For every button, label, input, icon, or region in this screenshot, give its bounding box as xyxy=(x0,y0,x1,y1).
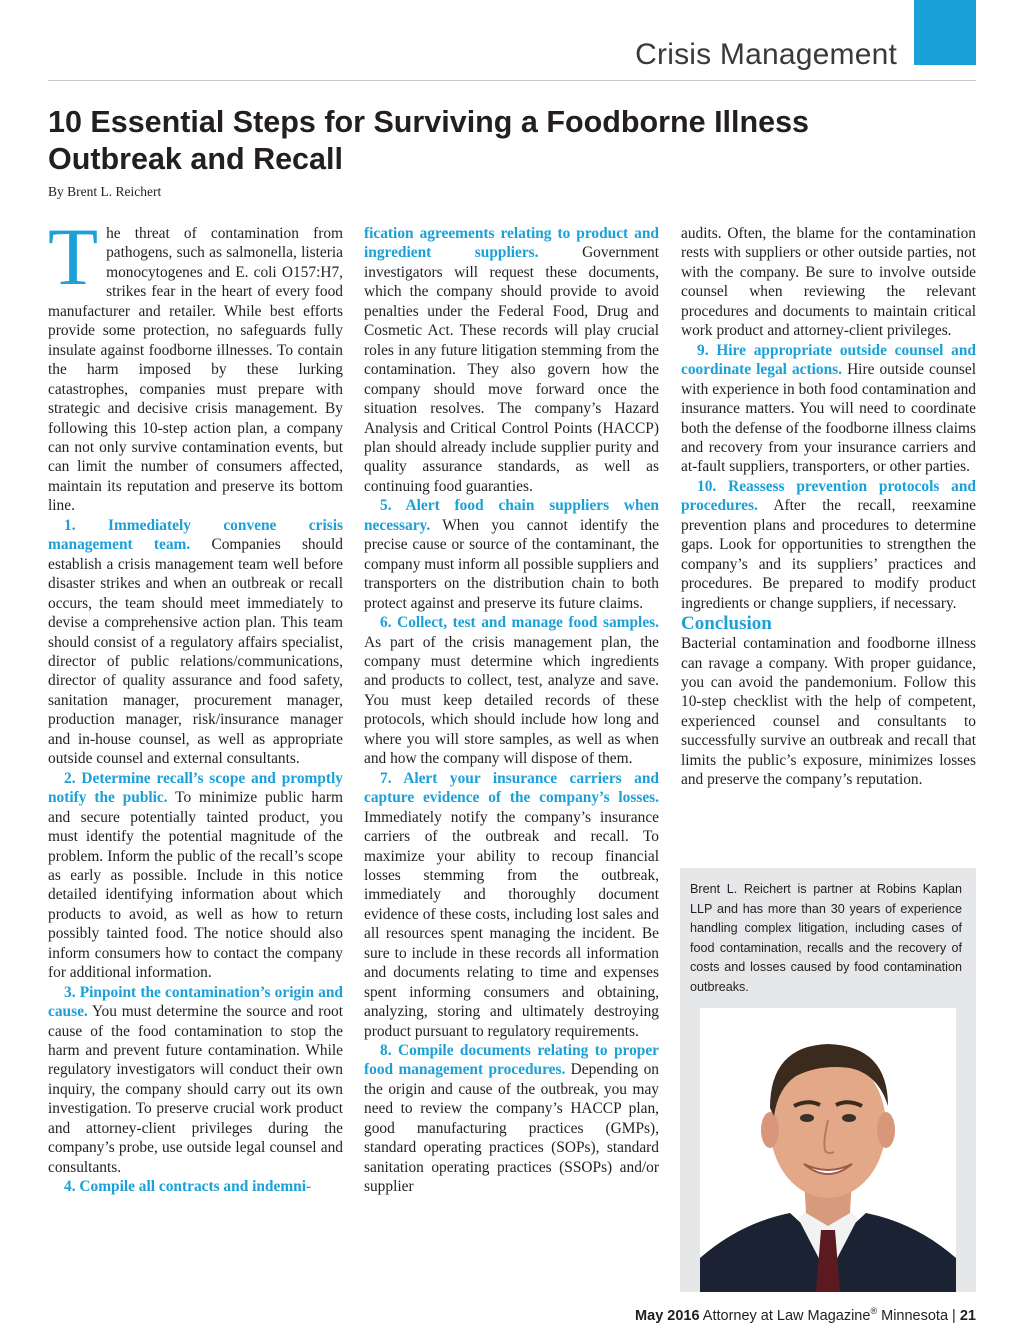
step-9 xyxy=(681,341,976,477)
page-number: 21 xyxy=(959,1307,976,1324)
step-5-text: When you cannot identify the precise cause or source of the contaminant, the company must inform all possible suppliers and transporters on the distribution chain to both protect against and preserve its future claims. xyxy=(364,516,659,612)
accent-box xyxy=(914,0,976,65)
drop-cap: T xyxy=(48,211,99,302)
conclusion-text: Bacterial contamination and foodborne illness can ravage a company. With proper guidance, you can avoid the pandemonium. Follow this 10-step checklist with the help of competent, experienced counsel and consultants to successfully survive an outbreak and recall that limits the public’s exposure, minimizes losses and preserve the company’s reputation. xyxy=(681,635,976,789)
step-8-continued: audits. Often, the blame for the contamination rests with suppliers or other outside parties, not with the company. Be sure to involve outside counsel when reviewing the relevant procedures and documents to maintain critical work product and attorney-client privileges. xyxy=(681,225,976,340)
step-2-text: To minimize public harm and secure potentially tainted product, you must identify the potential magnitude of the problem. Inform the public of the recall’s scope as early as possible. Include in this notice detailed identifying information about which products to avoid, as well as how to return possibly tainted food. The notice should also inform consumers how to contact the company for additional information. xyxy=(48,789,343,982)
step-8-text-start: Depending on the origin and cause of the outbreak, you may need to review the company’s HACCP plan, good manufacturing practices (GMPs), standard operating practices (SOPs), standard sanitation operating practices (SSOPs) and/or supplier xyxy=(364,1061,659,1196)
column-3 xyxy=(681,224,976,790)
footer-registered-mark: ® xyxy=(870,1306,878,1316)
step-2 xyxy=(48,769,343,983)
step-7-title: 7. Alert your insurance carriers and capture evidence of the company’s losses. xyxy=(364,769,659,807)
author-bio-text: Brent L. Reichert is partner at Robins Kaplan LLP and has more than 30 years of experience handling complex litigation, including cases of food contamination, recalls and the recovery of costs and losses caused by food contamination outbreaks. xyxy=(690,882,962,994)
page-footer xyxy=(635,1306,976,1324)
article-title: 10 Essential Steps for Surviving a Foodborne Illness Outbreak and Recall xyxy=(48,105,810,176)
step-6-title: 6. Collect, test and manage food samples. xyxy=(380,614,659,632)
step-3-title: 3. Pinpoint the contamination’s origin and cause. xyxy=(48,983,343,1021)
step-1-title: 1. Immediately convene crisis management team. xyxy=(48,516,343,554)
conclusion-heading: Conclusion xyxy=(681,613,772,635)
footer-date: May 2016 xyxy=(635,1307,700,1324)
step-2-title: 2. Determine recall’s scope and promptly notify the public. xyxy=(48,769,343,807)
step-4-text: Government investigators will request these documents, which the company should provide to avoid penalties under the Federal Food, Drug and Cosmetic Act. These records will play crucial roles in any future litigation stemming from the contamination. They also govern how the company should move forward once the situation resolves. The company’s Hazard Analysis and Critical Control Points (HACCP) plan should already include supplier purity and quality assurance standards, as well as continuing food guaranties. xyxy=(364,244,659,495)
author-photo xyxy=(700,1008,956,1292)
step-8 xyxy=(364,1041,659,1197)
intro-paragraph xyxy=(48,211,343,516)
step-9-title: 9. Hire appropriate outside counsel and coordinate legal actions. xyxy=(681,341,976,379)
footer-edition: Minnesota xyxy=(881,1307,949,1324)
intro-text: he threat of contamination from pathogens, such as salmonella, listeria monocytogenes and E. coli O157:H7, strikes fear in the heart of every food manufacturer and retailer. While best efforts provide some protection, no safeguards fully insulate against foodborne illnesses. To contain the harm imposed by these lurking catastrophes, companies must prepare with strategic and decisive crisis management. By following this 10-step action plan, a company can not only survive contamination events, but can limit the number of consumers affected, maintain its reputation and preserve its bottom line. xyxy=(48,225,343,515)
author-bio-box xyxy=(680,868,976,1292)
step-8-title: 8. Compile documents relating to proper food management procedures. xyxy=(364,1042,659,1079)
step-3 xyxy=(48,983,343,1178)
step-1-text: Companies should establish a crisis management team well before disaster strikes and when an outbreak or recall occurs, the team should meet immediately to devise a comprehensive action plan. This team should consist of a regulatory affairs specialist, director of public relations/communications, director of quality assurance and food safety, sanitation manager, procurement manager, production manager, risk/insurance manager and in-house counsel, as well as appropriate outside counsel and external consultants. xyxy=(48,536,343,768)
column-1 xyxy=(48,211,343,1197)
step-3-text: You must determine the source and root cause of the food contamination to stop the harm and prevent future contamination. While regulatory investigators will conduct their own inquiry, the company should carry out its own investigation. To preserve crucial work product and attorney-client privileges during the company’s probe, use outside legal counsel and consultants. xyxy=(48,1003,343,1176)
footer-magazine: Attorney at Law Magazine xyxy=(702,1307,871,1324)
section-label: Crisis Management xyxy=(635,38,897,71)
footer-separator: | xyxy=(952,1307,956,1324)
step-10-title: 10. Reassess prevention protocols and procedures. xyxy=(681,477,976,515)
step-4-title-start: 4. Compile all contracts and indemni- xyxy=(64,1178,312,1196)
column-2 xyxy=(364,224,659,1197)
step-4-start xyxy=(48,1177,343,1196)
step-7 xyxy=(364,769,659,1041)
byline: By Brent L. Reichert xyxy=(48,184,162,199)
step-1 xyxy=(48,516,343,769)
step-4-continued xyxy=(364,224,659,496)
step-6 xyxy=(364,613,659,769)
step-5 xyxy=(364,496,659,613)
step-9-text: Hire outside counsel with experience in both food contamination and insurance matters. You will need to coordinate both the defense of the foodborne illness claims and recovery from your insurance carriers and at-fault suppliers, transporters, or other parties. xyxy=(681,361,976,476)
step-4-title-end: fication agreements relating to product and ingredient suppliers. xyxy=(364,225,659,262)
step-7-text: Immediately notify the company’s insurance carriers of the outbreak and recall. To maximize your ability to recoup financial losses stemming from the outbreak, immediately and thoroughly document evidence of these costs, including lost sales and all resources spent managing the incident. Be sure to include in these records all information and documents relating to time and expenses spent informing consumers and obtaining, analyzing, storing and ultimately destroying product pursuant to regulatory requirements. xyxy=(364,808,659,1040)
author-portrait-illustration xyxy=(700,1008,956,1292)
step-5-title: 5. Alert food chain suppliers when necessary. xyxy=(364,497,659,534)
step-10-text: After the recall, reexamine prevention plans and procedures to determine gaps. Look for opportunities to strengthen the company’s and its suppliers’ practices and procedures. Be prepared to modify product ingredients or change suppliers, if necessary. xyxy=(681,497,976,612)
header-rule xyxy=(48,80,976,81)
step-6-text: As part of the crisis management plan, the company must determine which ingredients and products to collect, test, analyze and save. You must keep detailed records of these protocols, which should include how long and where you will store samples, as well as when and how the company will dispose of them. xyxy=(364,633,659,768)
step-10 xyxy=(681,477,976,613)
